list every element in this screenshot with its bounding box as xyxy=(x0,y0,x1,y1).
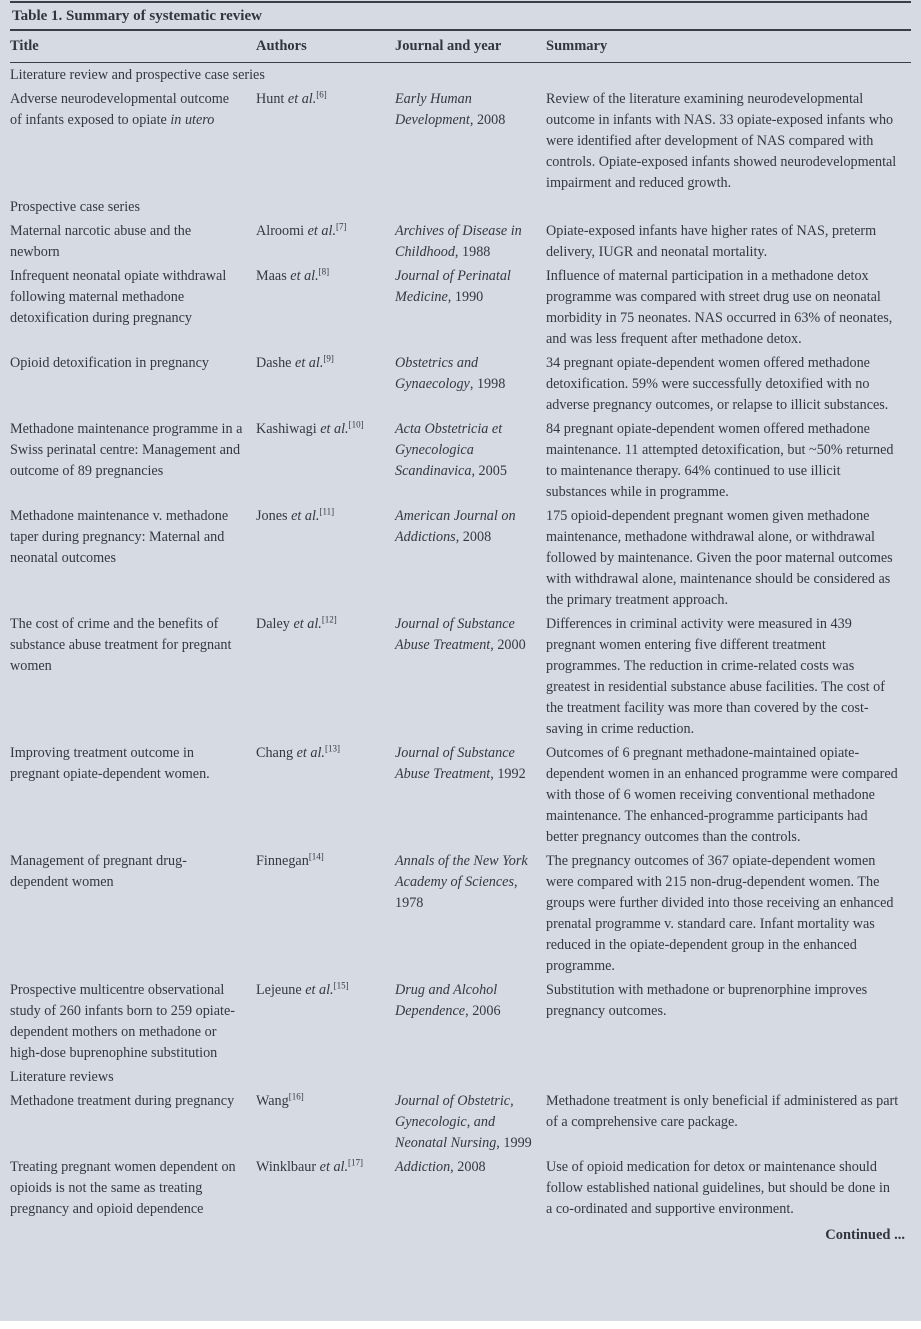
section-row xyxy=(10,1065,911,1089)
table-row xyxy=(10,849,911,978)
text-segment: Journal of Substance Abuse Treatment xyxy=(395,745,515,782)
text-segment: Maternal narcotic abuse and the newborn xyxy=(10,223,192,260)
text-segment: Maas xyxy=(256,268,291,284)
text-segment: , 2000 xyxy=(490,637,526,653)
text-segment: Journal of Substance Abuse Treatment xyxy=(395,616,515,653)
table-row xyxy=(10,219,911,264)
text-segment: Winklbaur xyxy=(256,1159,320,1175)
text-segment: Journal of Perinatal Medicine xyxy=(395,268,511,305)
text-segment: , 2008 xyxy=(455,529,492,545)
text-segment: Dashe xyxy=(256,355,296,371)
title-cell xyxy=(10,219,256,264)
authors-cell xyxy=(256,87,395,195)
authors-cell xyxy=(256,219,395,264)
title-cell xyxy=(10,1089,256,1155)
reference-number: [15] xyxy=(333,980,349,991)
summary-cell: Opiate-exposed infants have higher rates of NAS, preterm delivery, IUGR and neonatal mortality. xyxy=(546,223,877,260)
text-segment: Infrequent neonatal opiate withdrawal following maternal methadone detoxification during pregnancy xyxy=(10,268,227,326)
table-row xyxy=(10,741,911,849)
title-cell xyxy=(10,351,256,417)
continued-note: Continued ... xyxy=(825,1227,905,1243)
text-segment: et al. xyxy=(305,982,334,998)
systematic-review-table xyxy=(10,31,911,1221)
table-row xyxy=(10,87,911,195)
summary-cell: Methadone treatment is only beneficial if administered as part of a comprehensive care package. xyxy=(546,1093,899,1130)
text-segment: , 2008 xyxy=(450,1159,486,1175)
text-segment: et al. xyxy=(293,616,322,632)
text-segment: American Journal on Addictions xyxy=(395,508,516,545)
text-segment: Drug and Alcohol Dependence xyxy=(395,982,498,1019)
table-row xyxy=(10,612,911,741)
summary-cell: Substitution with methadone or buprenorphine improves pregnancy outcomes. xyxy=(546,982,868,1019)
summary-cell: The pregnancy outcomes of 367 opiate-dependent women were compared with 215 non-drug-dependent women. The groups were further divided into those receiving an enhanced prenatal programme v. standard care. Infant mortality was reduced in the opiate-dependent group in the enhanced programme. xyxy=(546,853,894,974)
text-segment: , 2005 xyxy=(471,463,507,479)
journal-cell xyxy=(395,741,546,849)
summary-cell: 175 opioid-dependent pregnant women given methadone maintenance, methadone withdrawal alone, or withdrawal followed by maintenance. Given the poor maternal outcomes with withdrawal alone, maintenance should be considered as the primary treatment approach. xyxy=(546,508,893,608)
summary-cell: Review of the literature examining neurodevelopmental outcome in infants with NAS. 33 opiate-exposed infants who were identified after development of NAS compared with controls. Opiate-exposed infants showed neurodevelopmental impairment and reduced growth. xyxy=(546,91,897,191)
text-segment: et al. xyxy=(287,91,317,107)
title-cell xyxy=(10,417,256,504)
authors-cell xyxy=(256,1155,395,1221)
reference-number: [10] xyxy=(348,419,364,430)
column-header-title: Title xyxy=(10,31,256,63)
text-segment: , 1999 xyxy=(496,1135,532,1151)
journal-cell xyxy=(395,264,546,351)
section-label: Literature reviews xyxy=(10,1069,114,1085)
text-segment: , 1998 xyxy=(469,376,506,392)
reference-number: [6] xyxy=(316,89,327,100)
text-segment: Hunt xyxy=(256,91,288,107)
text-segment: Alroomi xyxy=(256,223,308,239)
text-segment: Obstetrics and Gynaecology xyxy=(395,355,479,392)
text-segment: et al. xyxy=(291,508,320,524)
reference-number: [16] xyxy=(288,1091,304,1102)
authors-cell xyxy=(256,264,395,351)
text-segment: Annals of the New York Academy of Sciences xyxy=(395,853,528,890)
title-cell xyxy=(10,264,256,351)
reference-number: [9] xyxy=(323,353,334,364)
journal-cell xyxy=(395,87,546,195)
summary-cell: 84 pregnant opiate-dependent women offered methadone maintenance. 11 attempted detoxification, but ~50% returned to maintenance therapy. 64% continued to use illicit substances while in programme. xyxy=(546,421,894,500)
text-segment: Prospective multicentre observational study of 260 infants born to 259 opiate-dependent mothers on methadone or high-dose buprenophine substitution xyxy=(10,982,235,1061)
text-segment: Finnegan xyxy=(256,853,309,869)
text-segment: , 2006 xyxy=(465,1003,501,1019)
journal-cell xyxy=(395,219,546,264)
column-header-journal: Journal and year xyxy=(395,31,546,63)
text-segment: Treating pregnant women dependent on opioids is not the same as treating pregnancy and opioid dependence xyxy=(10,1159,236,1217)
text-segment: in utero xyxy=(170,112,215,128)
summary-cell: Differences in criminal activity were measured in 439 pregnant women entering five different treatment programmes. The reduction in crime-related costs was greatest in residential substance abuse facilities. The cost of the treatment facility was more than covered by the cost-saving in crime reduction. xyxy=(546,616,885,737)
reference-number: [11] xyxy=(319,506,335,517)
text-segment: , 1978 xyxy=(395,874,518,911)
text-segment: et al. xyxy=(319,1159,349,1175)
column-header-summary: Summary xyxy=(546,31,911,63)
text-segment: Methadone treatment during pregnancy xyxy=(10,1093,235,1109)
column-header-authors: Authors xyxy=(256,31,395,63)
text-segment: et al. xyxy=(295,355,324,371)
reference-number: [8] xyxy=(318,266,330,277)
reference-number: [13] xyxy=(324,743,340,754)
authors-cell xyxy=(256,978,395,1065)
authors-cell xyxy=(256,417,395,504)
summary-cell: Influence of maternal participation in a methadone detox programme was compared with street drug use on neonatal morbidity in 75 neonates. NAS occurred in 63% of neonates, and was less frequent after methadone detox. xyxy=(546,268,893,347)
text-segment: Addiction xyxy=(395,1159,451,1175)
text-segment: The cost of crime and the benefits of substance abuse treatment for pregnant women xyxy=(10,616,232,674)
reference-number: [17] xyxy=(348,1157,364,1168)
text-segment: Lejeune xyxy=(256,982,306,998)
journal-cell xyxy=(395,351,546,417)
authors-cell xyxy=(256,741,395,849)
section-row xyxy=(10,195,911,219)
authors-cell xyxy=(256,504,395,612)
text-segment: Acta Obstetricia et Gynecologica Scandinavica xyxy=(395,421,503,479)
text-segment: Journal of Obstetric, Gynecologic, and Neonatal Nursing xyxy=(395,1093,514,1151)
title-cell xyxy=(10,978,256,1065)
text-segment: Wang xyxy=(256,1093,289,1109)
text-segment: Archives of Disease in Childhood xyxy=(395,223,522,260)
header-row xyxy=(10,31,911,63)
title-cell xyxy=(10,849,256,978)
text-segment: , 2008 xyxy=(469,112,506,128)
table-row xyxy=(10,351,911,417)
reference-number: [7] xyxy=(336,221,347,232)
text-segment: et al. xyxy=(296,745,325,761)
authors-cell xyxy=(256,849,395,978)
text-segment: , 1990 xyxy=(447,289,484,305)
text-segment: Opioid detoxification in pregnancy xyxy=(10,355,209,371)
table-row xyxy=(10,417,911,504)
text-segment: et al. xyxy=(320,421,349,437)
text-segment: Daley xyxy=(256,616,294,632)
text-segment: Methadone maintenance v. methadone taper during pregnancy: Maternal and neonatal outcomes xyxy=(10,508,229,566)
table-title: Table 1. Summary of systematic review xyxy=(12,8,262,24)
text-segment: Chang xyxy=(256,745,297,761)
table-row xyxy=(10,1155,911,1221)
table-row xyxy=(10,264,911,351)
section-row xyxy=(10,63,911,88)
table-row xyxy=(10,1089,911,1155)
summary-cell: Outcomes of 6 pregnant methadone-maintained opiate-dependent women in an enhanced programme were compared with those of 6 women receiving conventional methadone maintenance. The enhanced-programme participants had better pregnancy outcomes than the controls. xyxy=(546,745,898,845)
summary-cell: Use of opioid medication for detox or maintenance should follow established national guidelines, but should be done in a co-ordinated and supportive environment. xyxy=(546,1159,890,1217)
reference-number: [14] xyxy=(308,851,324,862)
table-header xyxy=(10,31,911,63)
journal-cell xyxy=(395,1089,546,1155)
section-label: Prospective case series xyxy=(10,199,141,215)
text-segment: et al. xyxy=(290,268,319,284)
authors-cell xyxy=(256,351,395,417)
title-cell xyxy=(10,741,256,849)
text-segment: Methadone maintenance programme in a Swiss perinatal centre: Management and outcome of 89 pregnancies xyxy=(10,421,243,479)
table-row xyxy=(10,504,911,612)
table-body xyxy=(10,63,911,1222)
reference-number: [12] xyxy=(321,614,337,625)
authors-cell xyxy=(256,612,395,741)
text-segment: Management of pregnant drug-dependent women xyxy=(10,853,187,890)
journal-cell xyxy=(395,417,546,504)
title-cell xyxy=(10,612,256,741)
text-segment: Kashiwagi xyxy=(256,421,321,437)
journal-cell xyxy=(395,1155,546,1221)
title-cell xyxy=(10,87,256,195)
text-segment: , 1992 xyxy=(490,766,526,782)
journal-cell xyxy=(395,978,546,1065)
text-segment: Jones xyxy=(256,508,292,524)
text-segment: Adverse neurodevelopmental outcome of infants exposed to opiate xyxy=(10,91,230,128)
text-segment: Improving treatment outcome in pregnant opiate-dependent women. xyxy=(10,745,210,782)
title-cell xyxy=(10,1155,256,1221)
authors-cell xyxy=(256,1089,395,1155)
journal-cell xyxy=(395,849,546,978)
section-label: Literature review and prospective case series xyxy=(10,67,265,83)
summary-cell: 34 pregnant opiate-dependent women offered methadone detoxification. 59% were successfully detoxified with no adverse pregnancy outcomes, or relapse to illicit substances. xyxy=(546,355,889,413)
journal-cell xyxy=(395,504,546,612)
table-row xyxy=(10,978,911,1065)
text-segment: et al. xyxy=(307,223,336,239)
journal-cell xyxy=(395,612,546,741)
text-segment: Early Human Development xyxy=(395,91,472,128)
title-cell xyxy=(10,504,256,612)
text-segment: , 1988 xyxy=(454,244,491,260)
